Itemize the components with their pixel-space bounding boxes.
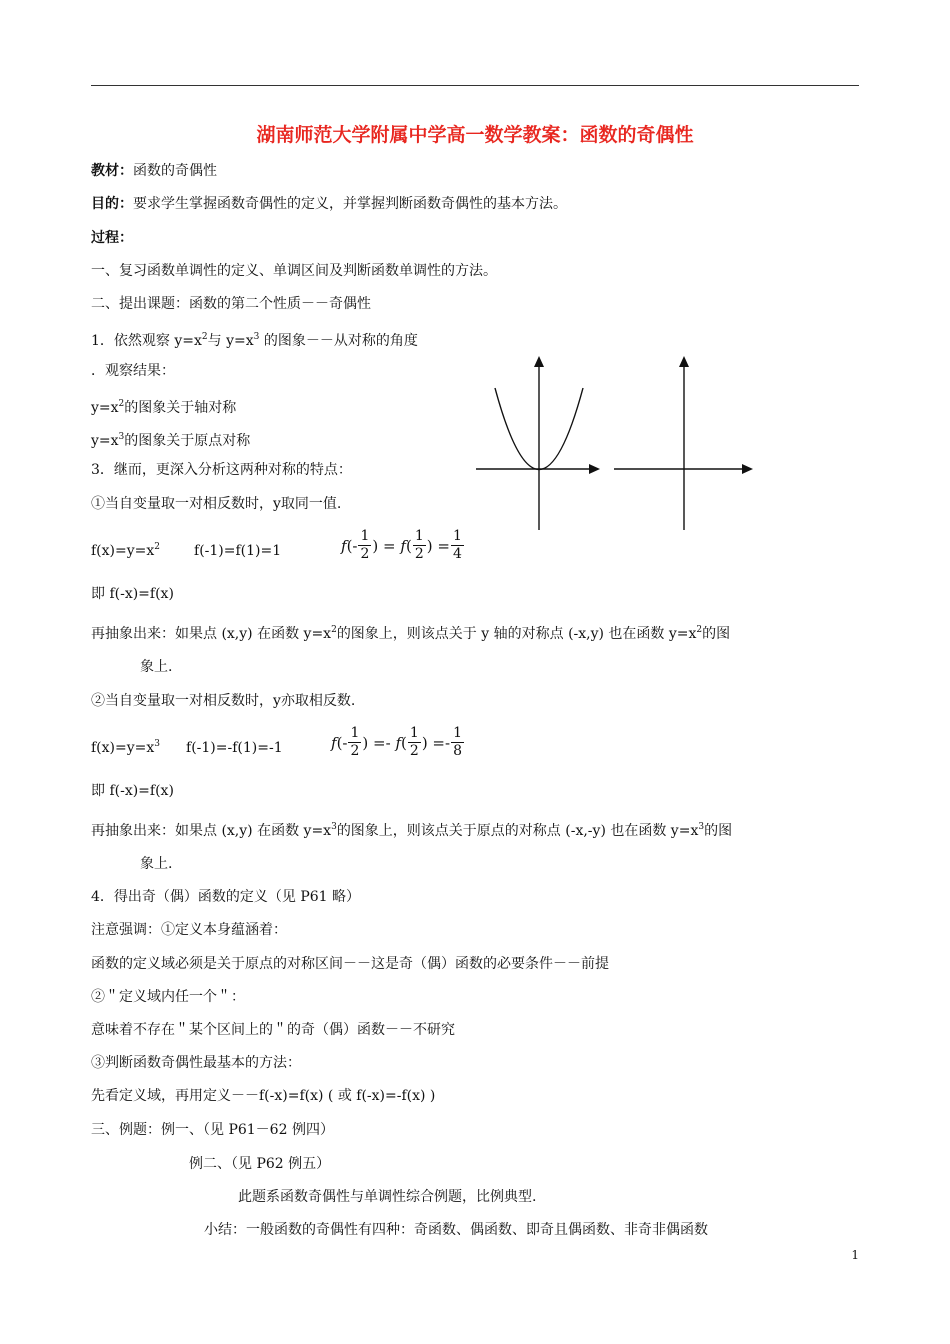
result-even-b: 的图象关于轴对称 xyxy=(124,400,237,416)
review-line: 一、复习函数单调性的定义、单调区间及判断函数单调性的方法。 xyxy=(91,263,497,279)
purpose-text: 要求学生掌握函数奇偶性的定义，并掌握判断函数奇偶性的基本方法。 xyxy=(133,196,567,212)
page-title: 湖南师范大学附属中学高一数学教案：函数的奇偶性 xyxy=(256,124,694,146)
paren-open: (- xyxy=(336,733,348,752)
equals: = xyxy=(383,536,396,555)
process-label: 过程： xyxy=(91,230,133,246)
f-symbol: f xyxy=(341,536,347,555)
equals: =- xyxy=(373,733,391,752)
result-line: ．观察结果： xyxy=(91,363,175,379)
parabola-graph xyxy=(476,356,600,530)
f-symbol: f xyxy=(395,733,402,752)
case2-conclusion: 即 f(-x)=f(x) xyxy=(91,783,174,799)
exponent: 2 xyxy=(201,332,208,342)
abstract-even-cont: 象上. xyxy=(140,659,173,675)
numerator: 1 xyxy=(452,528,462,544)
paren-close: ) xyxy=(362,733,369,752)
cubic-graph-axes xyxy=(614,356,753,530)
domain-line: 函数的定义域必须是关于原点的对称区间－－这是奇（偶）函数的必要条件－－前提 xyxy=(91,956,609,972)
any-element-line: ②＂定义域内任一个＂： xyxy=(91,989,245,1005)
case1-values: f(-1)=f(1)=1 xyxy=(194,543,282,559)
case2-values: f(-1)=-f(1)=-1 xyxy=(186,740,283,756)
case2-fx: f(x)=y=x xyxy=(91,740,155,756)
abstract-even-b: 的图象上，则该点关于 y 轴的对称点 (-x,y) 也在函数 y=x xyxy=(336,626,697,642)
case2-fraction-formula: f (- $\frac{1}{2}$ ) =- f ( $\frac{1}{2}$ ) =- $\frac{1}{8}$ xyxy=(331,725,462,759)
exponent: 3 xyxy=(698,822,705,832)
exponent: 3 xyxy=(331,822,337,832)
numerator: 1 xyxy=(414,528,424,544)
exponent: 3 xyxy=(118,432,125,442)
definition-line: 4．得出奇（偶）函数的定义（见 P61 略） xyxy=(91,889,361,905)
examples-line: 三、例题：例一、（见 P61－62 例四） xyxy=(91,1122,334,1138)
material-text: 函数的奇偶性 xyxy=(133,163,217,179)
paren-open: (- xyxy=(346,536,358,555)
case1-fraction-formula: f (- $\frac{1}{2}$ ) = f ( $\frac{1}{2}$ ) = $\frac{1}{4}$ xyxy=(341,528,462,562)
numerator: 1 xyxy=(453,725,462,741)
f-symbol: f xyxy=(400,536,406,555)
denominator: 2 xyxy=(360,546,370,562)
case1-fx: f(x)=y=x xyxy=(91,543,155,559)
exponent: 3 xyxy=(253,332,260,342)
abstract-even-a: 再抽象出来：如果点 (x,y) 在函数 y=x xyxy=(91,626,332,642)
purpose-label: 目的： xyxy=(91,196,133,212)
emphasis-line: 注意强调：①定义本身蕴涵着： xyxy=(91,922,287,938)
denominator: 2 xyxy=(409,743,419,759)
exponent: 2 xyxy=(118,399,125,409)
denominator: 2 xyxy=(350,743,360,759)
abstract-odd-cont: 象上. xyxy=(140,856,173,872)
observe-text-a: 1．依然观察 y=x xyxy=(91,333,202,349)
denominator: 2 xyxy=(414,546,424,562)
abstract-odd-a: 再抽象出来：如果点 (x,y) 在函数 y=x xyxy=(91,823,332,839)
exponent: 2 xyxy=(331,625,337,635)
x-axis-arrow xyxy=(742,464,753,474)
x-axis-arrow xyxy=(589,464,600,474)
f-symbol: f xyxy=(331,733,337,752)
y-axis-arrow xyxy=(679,356,689,367)
numerator: 1 xyxy=(409,725,419,741)
exponent: 3 xyxy=(154,739,161,749)
method-detail-line: 先看定义域，再用定义－－f(-x)=f(x) ( 或 f(-x)=-f(x) ) xyxy=(91,1088,436,1104)
result-odd-a: y=x xyxy=(91,433,119,449)
example2-line: 例二、（见 P62 例五） xyxy=(189,1156,331,1172)
example-note-line: 此题系函数奇偶性与单调性综合例题，比例典型. xyxy=(238,1189,537,1205)
method-line: ③判断函数奇偶性最基本的方法： xyxy=(91,1055,301,1071)
observe-text-c: 的图象－－从对称的角度 xyxy=(259,333,418,349)
abstract-odd-b: 的图象上，则该点关于原点的对称点 (-x,-y) 也在函数 y=x xyxy=(336,823,699,839)
case2-line: ②当自变量取一对相反数时，y亦取相反数. xyxy=(91,693,356,709)
abstract-odd-c: 的图 xyxy=(704,823,733,839)
abstract-even-c: 的图 xyxy=(702,626,731,642)
exponent: 2 xyxy=(154,542,161,552)
case1-line: ①当自变量取一对相反数时，y取同一值. xyxy=(91,496,342,512)
case1-conclusion: 即 f(-x)=f(x) xyxy=(91,586,174,602)
denominator: 4 xyxy=(452,546,462,562)
numerator: 1 xyxy=(360,528,370,544)
topic-line: 二、提出课题：函数的第二个性质－－奇偶性 xyxy=(91,296,371,312)
summary-line: 小结：一般函数的奇偶性有四种：奇函数、偶函数、即奇且偶函数、非奇非偶函数 xyxy=(204,1222,708,1238)
result-odd-b: 的图象关于原点对称 xyxy=(124,433,251,449)
denominator: 8 xyxy=(453,743,462,759)
numerator: 1 xyxy=(350,725,360,741)
analysis-line: 3．继而，更深入分析这两种对称的特点： xyxy=(91,462,352,478)
y-axis-arrow xyxy=(534,356,544,367)
no-interval-line: 意味着不存在＂某个区间上的＂的奇（偶）函数－－不研究 xyxy=(91,1022,455,1038)
page-number: 1 xyxy=(851,1248,859,1262)
result-even-a: y=x xyxy=(91,400,119,416)
observe-text-b: 与 y=x xyxy=(207,333,254,349)
exponent: 2 xyxy=(696,625,703,635)
paren-close: ) xyxy=(372,536,379,555)
material-label: 教材： xyxy=(91,163,133,179)
